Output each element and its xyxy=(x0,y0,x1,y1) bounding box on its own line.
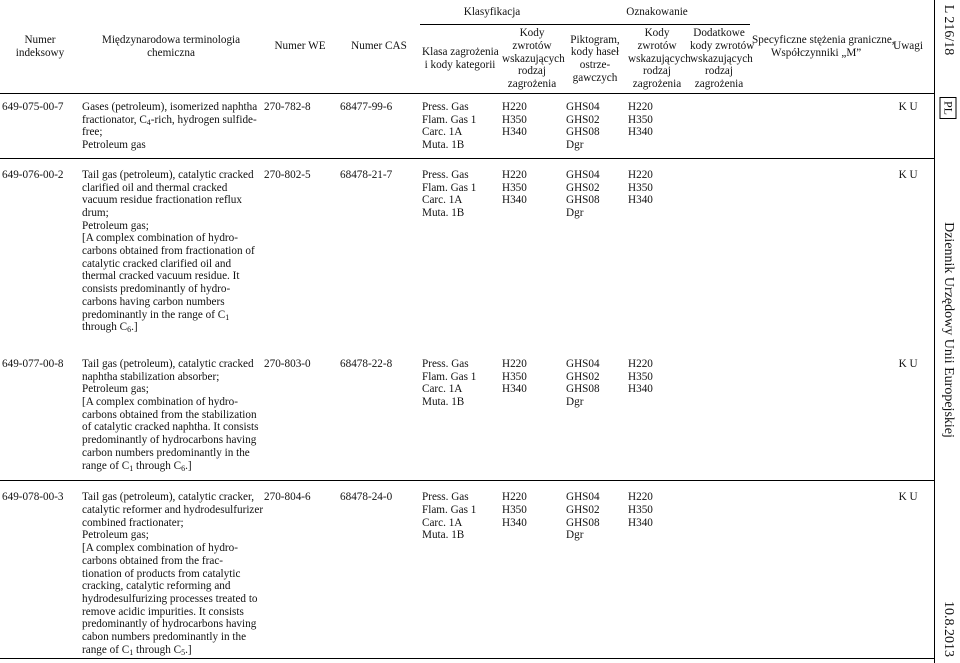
chemical-name-line: carbon numbers predominantly in the xyxy=(82,446,250,459)
hazard-class-line: Flam. Gas 1 xyxy=(422,113,477,126)
label-hazard-codes-line: H350 xyxy=(628,503,653,516)
hazard-statement-codes-line: H220 xyxy=(502,357,527,370)
header-line: wskazujących xyxy=(690,52,753,65)
header-line: zagrożenia xyxy=(694,78,744,91)
header-row-top xyxy=(0,0,934,25)
hazard-class-line: Flam. Gas 1 xyxy=(422,370,477,383)
chemical-name-line: range of $C_1$ through $C_5$.] xyxy=(82,643,192,657)
chemical-name-line: predominantly in the range of $C_1$ xyxy=(82,308,230,322)
index-number: 649-078-00-3 xyxy=(0,481,80,659)
label-hazard-codes-line: H220 xyxy=(628,168,653,181)
header-concentration-limits xyxy=(750,0,895,94)
concentration-limits xyxy=(750,158,882,342)
chemical-name-line: predominantly of hydrocarbons having xyxy=(82,434,257,447)
chemical-name-line: consists predominantly of hydro- xyxy=(82,283,231,296)
chemical-name-line: Petroleum gas; xyxy=(82,529,149,542)
chemical-name xyxy=(80,481,262,659)
chemical-name-line: tionation of products from catalytic xyxy=(82,567,241,580)
table-row xyxy=(0,94,934,159)
chemical-name-line: Tail gas (petroleum), catalytic cracked xyxy=(82,357,254,370)
label-hazard-codes-line: H340 xyxy=(628,126,653,139)
pictogram-codes-line: GHS08 xyxy=(566,126,600,139)
chemical-name xyxy=(80,342,262,481)
chemical-name-line: Petroleum gas xyxy=(82,139,146,152)
hazard-statement-codes-line: H350 xyxy=(502,503,527,516)
hazard-class-line: Press. Gas xyxy=(422,357,469,370)
cas-number: 68477-99-6 xyxy=(338,94,420,159)
notes: K U xyxy=(882,342,934,481)
chemical-name-line: Petroleum gas; xyxy=(82,383,149,396)
hazard-class-line: Press. Gas xyxy=(422,101,469,113)
publication-date: 10.8.2013 xyxy=(941,601,956,657)
hazard-statement-codes-line: H350 xyxy=(502,370,527,383)
ec-number: 270-782-8 xyxy=(262,94,338,159)
pictogram-codes-line: Dgr xyxy=(566,529,584,542)
label-hazard-codes-line: H350 xyxy=(628,181,653,194)
header-line: Kody xyxy=(519,27,545,40)
hazard-statement-codes xyxy=(500,481,564,659)
chemical-name-line: remove acidic impurities. It consists xyxy=(82,605,244,618)
header-line: rodzaj xyxy=(518,65,546,78)
header-hazard-class xyxy=(420,25,500,94)
pictogram-codes xyxy=(564,481,626,659)
hazard-statement-codes-line: H340 xyxy=(502,126,527,139)
chemical-name-line: cabon numbers predominantly in the xyxy=(82,631,247,644)
chemical-name-line: naphtha stabilization absorber; xyxy=(82,370,220,383)
ec-number: 270-804-6 xyxy=(262,481,338,659)
chemical-name-line: carbons having carbon numbers xyxy=(82,295,225,308)
hazard-class-line: Muta. 1B xyxy=(422,529,465,542)
cas-number: 68478-22-8 xyxy=(338,342,420,481)
label-hazard-codes xyxy=(626,158,688,342)
header-pictogram xyxy=(564,25,626,94)
hazard-statement-codes-line: H220 xyxy=(502,491,527,504)
page-margin-sidebar xyxy=(934,0,960,663)
chemical-name-line: Tail gas (petroleum), catalytic cracked xyxy=(82,168,254,181)
label-hazard-codes xyxy=(626,481,688,659)
pictogram-codes-line: Dgr xyxy=(566,139,584,152)
concentration-limits xyxy=(750,342,882,481)
header-line: Specyficzne stężenia graniczne, xyxy=(752,33,895,46)
chemical-name-line: [A complex combination of hydro- xyxy=(82,396,238,409)
header-line: gawczych xyxy=(572,71,618,84)
hazard-statement-codes-line: H350 xyxy=(502,113,527,126)
table-body xyxy=(0,94,934,659)
cas-number: 68478-21-7 xyxy=(340,168,393,181)
hazard-class-line: Carc. 1A xyxy=(422,194,463,207)
notes: K U xyxy=(882,94,934,159)
header-line: kody zwrotów xyxy=(690,39,755,52)
notes: K U xyxy=(882,481,934,659)
header-line: zwrotów xyxy=(512,39,552,52)
pictogram-codes-line: GHS04 xyxy=(566,168,600,181)
hazard-class-line: Muta. 1B xyxy=(422,139,465,152)
hazard-class xyxy=(420,94,500,159)
chemical-name-line: clarified oil and thermal cracked xyxy=(82,181,228,194)
label-hazard-codes-line: H340 xyxy=(628,194,653,207)
chemical-name-line: free; xyxy=(82,126,103,139)
pictogram-codes-line: GHS02 xyxy=(566,503,600,516)
concentration-limits xyxy=(750,481,882,659)
header-line: i kody kategorii xyxy=(424,59,496,71)
chemical-name-line: [A complex combination of hydro- xyxy=(82,232,238,245)
hazard-class-line: Carc. 1A xyxy=(422,383,463,396)
table-row xyxy=(0,342,934,481)
header-cas-number: Numer CAS xyxy=(338,0,420,94)
chemical-name-line: catalytic cracked clarified oil and xyxy=(82,257,232,270)
header-labelling-group: Oznakowanie xyxy=(564,0,750,25)
journal-title: Dziennik Urzędowy Unii Europejskiej xyxy=(941,222,956,438)
pictogram-codes-line: Dgr xyxy=(566,396,584,409)
supplemental-codes xyxy=(688,94,750,159)
hazard-statement-codes-line: H340 xyxy=(502,194,527,207)
header-line: Kody xyxy=(644,27,670,40)
header-ec-number: Numer WE xyxy=(262,0,338,94)
label-hazard-codes xyxy=(626,342,688,481)
chemical-name xyxy=(80,158,262,342)
chemical-name-line: hydrodesulfurizing processes treated to xyxy=(82,592,258,605)
header-line: Dodatkowe xyxy=(693,27,745,40)
header-label-hazard-codes xyxy=(626,25,691,94)
pictogram-codes-line: GHS08 xyxy=(566,516,600,529)
chemical-name-line: carbons obtained from fractionation of xyxy=(82,245,255,258)
language-code: PL xyxy=(935,88,960,128)
hazard-statement-codes-line: H340 xyxy=(502,516,527,529)
label-hazard-codes-line: H220 xyxy=(628,491,653,504)
pictogram-codes-line: GHS02 xyxy=(566,181,600,194)
header-line: ostrze- xyxy=(579,59,611,71)
index-number: 649-075-00-7 xyxy=(0,94,80,159)
chemical-name-line: Gases (petroleum), isomerized naphtha xyxy=(82,101,258,113)
label-hazard-codes-line: H350 xyxy=(628,370,653,383)
hazard-class-line: Muta. 1B xyxy=(422,396,465,409)
hazard-class xyxy=(420,481,500,659)
header-line: Współczynniki „M” xyxy=(770,46,862,59)
header-line: zagrożenia xyxy=(507,78,557,91)
chemical-name-line: predominantly of hydrocarbons having xyxy=(82,618,257,631)
ec-number: 270-802-5 xyxy=(264,168,311,181)
label-hazard-codes-line: H220 xyxy=(628,101,653,113)
chemical-name-line: Tail gas (petroleum), catalytic cracker, xyxy=(82,491,255,504)
chemical-name-line: combined fractionater; xyxy=(82,516,184,529)
pictogram-codes-line: GHS02 xyxy=(566,113,600,126)
pictogram-codes xyxy=(564,158,626,342)
pictogram-codes-line: GHS04 xyxy=(566,357,600,370)
label-hazard-codes-line: H220 xyxy=(628,357,653,370)
hazard-class-line: Press. Gas xyxy=(422,491,469,504)
index-number: 649-077-00-8 xyxy=(0,342,80,481)
header-line: Piktogram, xyxy=(570,33,620,46)
hazard-statement-codes-line: H340 xyxy=(502,383,527,396)
chemical-name-line: carbons obtained from the frac- xyxy=(82,554,224,567)
header-notes: Uwagi xyxy=(882,0,934,94)
chemical-name-line: fractionator, $C_4$-rich, hydrogen sulfide- xyxy=(82,113,257,127)
supplemental-codes xyxy=(688,481,750,659)
header-line: zwrotów xyxy=(637,39,677,52)
pictogram-codes-line: Dgr xyxy=(566,206,584,219)
header-line: rodzaj xyxy=(643,65,671,78)
chemical-name-line: catalytic reformer and hydrodesulfurizer xyxy=(82,503,264,516)
notes: K U xyxy=(898,168,918,181)
hazard-statement-codes xyxy=(500,94,564,159)
journal-number: L 216/18 xyxy=(941,4,956,56)
pictogram-codes-line: GHS08 xyxy=(566,194,600,207)
chemical-name-line: Petroleum gas; xyxy=(82,219,149,232)
chemical-name-line: vacuum residue fractionation reflux xyxy=(82,194,242,207)
pictogram-codes-line: GHS02 xyxy=(566,370,600,383)
header-line: rodzaj xyxy=(705,65,733,78)
header-line: zagrożenia xyxy=(632,78,682,91)
chemical-name-line: through $C_6$.] xyxy=(82,321,138,335)
hazard-statement-codes xyxy=(500,158,564,342)
chemical-name-line: cracking, catalytic reforming and xyxy=(82,580,231,593)
label-hazard-codes xyxy=(626,94,688,159)
chemical-name-line: of catalytic cracked naphtha. It consists xyxy=(82,421,259,434)
hazard-statement-codes-line: H220 xyxy=(502,101,527,113)
hazard-class xyxy=(420,342,500,481)
header-chemical-name: Międzynarodowa terminologia chemiczna xyxy=(80,0,262,94)
table-row xyxy=(0,158,934,342)
header-hazard-statement-codes xyxy=(500,25,564,94)
hazard-statement-codes-line: H350 xyxy=(502,181,527,194)
label-hazard-codes-line: H350 xyxy=(628,113,653,126)
label-hazard-codes-line: H340 xyxy=(628,516,653,529)
pictogram-codes xyxy=(564,94,626,159)
supplemental-codes xyxy=(688,342,750,481)
header-index: Numer indeksowy xyxy=(0,0,80,94)
chemical-name-line: thermal cracked vacuum residue. It xyxy=(82,270,240,283)
header-line: wskazujących xyxy=(502,52,565,65)
hazard-class-line: Carc. 1A xyxy=(422,516,463,529)
ec-number: 270-803-0 xyxy=(262,342,338,481)
hazard-class-line: Flam. Gas 1 xyxy=(422,181,477,194)
cas-number: 68478-24-0 xyxy=(338,481,420,659)
label-hazard-codes-line: H340 xyxy=(628,383,653,396)
hazard-class-line: Flam. Gas 1 xyxy=(422,503,477,516)
header-line: Klasa zagrożenia xyxy=(422,46,499,59)
header-supplemental-codes xyxy=(688,25,755,94)
header-line: wskazujących xyxy=(628,52,691,65)
index-number: 649-076-00-2 xyxy=(2,168,64,181)
supplemental-codes xyxy=(688,158,750,342)
chemical-name-line: drum; xyxy=(82,206,109,219)
hazard-class xyxy=(420,158,500,342)
header-classification-group: Klasyfikacja xyxy=(420,0,564,25)
pictogram-codes-line: GHS08 xyxy=(566,383,600,396)
table-row xyxy=(0,481,934,659)
chemical-name-line: carbons obtained from the stabilization xyxy=(82,408,257,421)
hazard-statement-codes-line: H220 xyxy=(502,168,527,181)
pictogram-codes-line: GHS04 xyxy=(566,491,600,504)
hazard-class-line: Muta. 1B xyxy=(422,206,465,219)
header-line: kody haseł xyxy=(570,46,620,59)
chemical-name-line: range of $C_1$ through $C_6$.] xyxy=(82,459,192,473)
chemical-name-line: [A complex combination of hydro- xyxy=(82,542,238,555)
pictogram-codes xyxy=(564,342,626,481)
chemical-name xyxy=(80,94,262,159)
pictogram-codes-line: GHS04 xyxy=(566,101,600,113)
hazard-statement-codes xyxy=(500,342,564,481)
hazard-class-line: Press. Gas xyxy=(422,168,469,181)
hazard-class-line: Carc. 1A xyxy=(422,126,463,139)
concentration-limits xyxy=(750,94,882,159)
